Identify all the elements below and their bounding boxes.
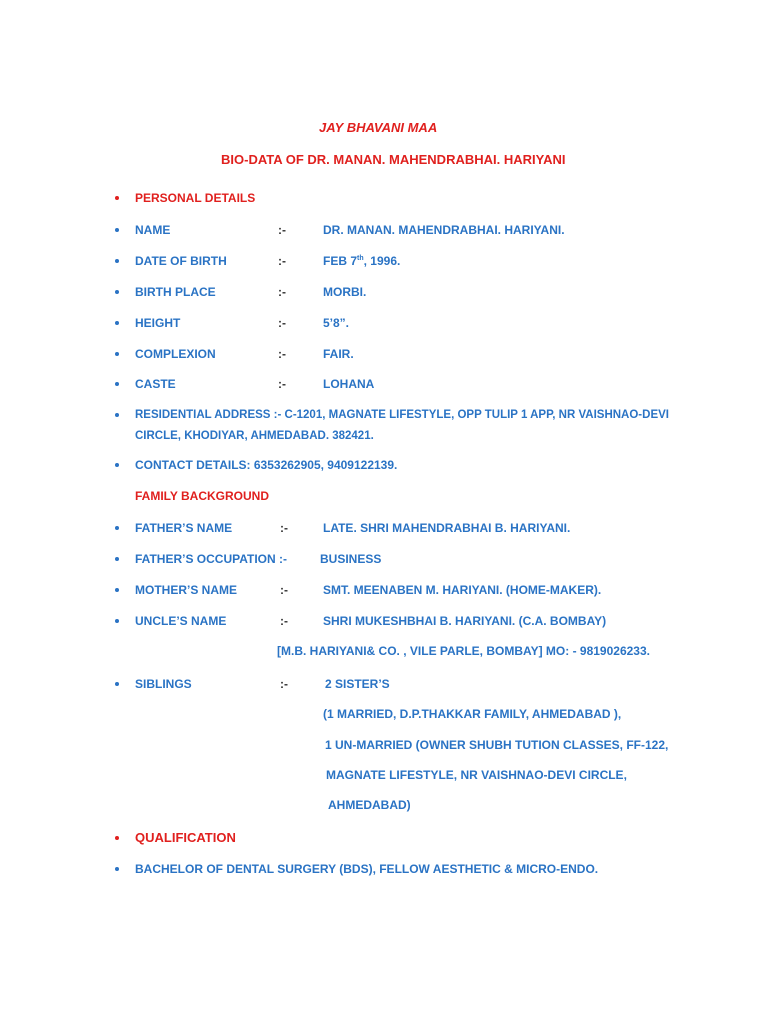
bullet xyxy=(115,196,119,200)
contact-details: CONTACT DETAILS: 6353262905, 9409122139. xyxy=(135,458,398,472)
bullet xyxy=(115,619,119,623)
address-line-1: RESIDENTIAL ADDRESS :- C-1201, MAGNATE LIFESTYLE, OPP TULIP 1 APP, NR VAISHNAO-DEVI xyxy=(135,409,669,421)
uncle-extra-details: [M.B. HARIYANI& CO. , VILE PARLE, BOMBAY] MO: - 9819026233. xyxy=(277,644,650,658)
height-separator: :- xyxy=(278,316,286,330)
father-name-separator: :- xyxy=(280,521,288,535)
bullet xyxy=(115,682,119,686)
mother-name-separator: :- xyxy=(280,583,288,597)
mother-name-value: SMT. MEENABEN M. HARIYANI. (HOME-MAKER). xyxy=(323,583,602,597)
caste-separator: :- xyxy=(278,377,286,391)
dob-separator: :- xyxy=(278,254,286,268)
father-occupation-value: BUSINESS xyxy=(320,552,382,566)
siblings-label: SIBLINGS xyxy=(135,677,192,691)
dob-value: FEB 7th, 1996. xyxy=(323,254,401,268)
family-background-heading: FAMILY BACKGROUND xyxy=(135,489,270,503)
uncle-name-value: SHRI MUKESHBHAI B. HARIYANI. (C.A. BOMBAY) xyxy=(323,614,607,628)
birthplace-label: BIRTH PLACE xyxy=(135,285,216,299)
father-name-value: LATE. SHRI MAHENDRABHAI B. HARIYANI. xyxy=(323,521,571,535)
siblings-detail-line: 1 UN-MARRIED (OWNER SHUBH TUTION CLASSES, FF-122, xyxy=(325,738,669,752)
bullet xyxy=(115,588,119,592)
name-value: DR. MANAN. MAHENDRABHAI. HARIYANI. xyxy=(323,223,565,237)
name-separator: :- xyxy=(278,223,286,237)
qualification-value: BACHELOR OF DENTAL SURGERY (BDS), FELLOW AESTHETIC & MICRO-ENDO. xyxy=(135,862,599,876)
uncle-name-separator: :- xyxy=(280,614,288,628)
mother-name-label: MOTHER’S NAME xyxy=(135,583,237,597)
father-occupation-label: FATHER’S OCCUPATION :- xyxy=(135,552,287,566)
siblings-value: 2 SISTER’S xyxy=(325,677,390,691)
height-value: 5’8”. xyxy=(323,316,350,330)
name-label: NAME xyxy=(135,223,171,237)
caste-value: LOHANA xyxy=(323,377,375,391)
bullet xyxy=(115,463,119,467)
father-name-label: FATHER’S NAME xyxy=(135,521,233,535)
siblings-detail-line: MAGNATE LIFESTYLE, NR VAISHNAO-DEVI CIRCLE, xyxy=(326,768,627,782)
invocation-heading: JAY BHAVANI MAA xyxy=(319,120,438,135)
birthplace-value: MORBI. xyxy=(323,285,367,299)
bullet xyxy=(115,290,119,294)
caste-label: CASTE xyxy=(135,377,176,391)
page-title: BIO-DATA OF DR. MANAN. MAHENDRABHAI. HARIYANI xyxy=(221,152,566,167)
address-line-2: CIRCLE, KHODIYAR, AHMEDABAD. 382421. xyxy=(135,430,374,442)
uncle-name-label: UNCLE’S NAME xyxy=(135,614,227,628)
bullet xyxy=(115,228,119,232)
complexion-label: COMPLEXION xyxy=(135,347,216,361)
bullet xyxy=(115,836,119,840)
dob-label: DATE OF BIRTH xyxy=(135,254,227,268)
bullet xyxy=(115,413,119,417)
bullet xyxy=(115,382,119,386)
personal-details-heading: PERSONAL DETAILS xyxy=(135,191,256,205)
siblings-detail-line: AHMEDABAD) xyxy=(328,798,411,812)
complexion-value: FAIR. xyxy=(323,347,354,361)
bullet xyxy=(115,557,119,561)
bullet xyxy=(115,867,119,871)
height-label: HEIGHT xyxy=(135,316,181,330)
bullet xyxy=(115,526,119,530)
bullet xyxy=(115,321,119,325)
siblings-separator: :- xyxy=(280,677,288,691)
qualification-heading: QUALIFICATION xyxy=(135,830,236,845)
siblings-detail-line: (1 MARRIED, D.P.THAKKAR FAMILY, AHMEDABAD ), xyxy=(323,707,622,721)
birthplace-separator: :- xyxy=(278,285,286,299)
complexion-separator: :- xyxy=(278,347,286,361)
bullet xyxy=(115,352,119,356)
bullet xyxy=(115,259,119,263)
